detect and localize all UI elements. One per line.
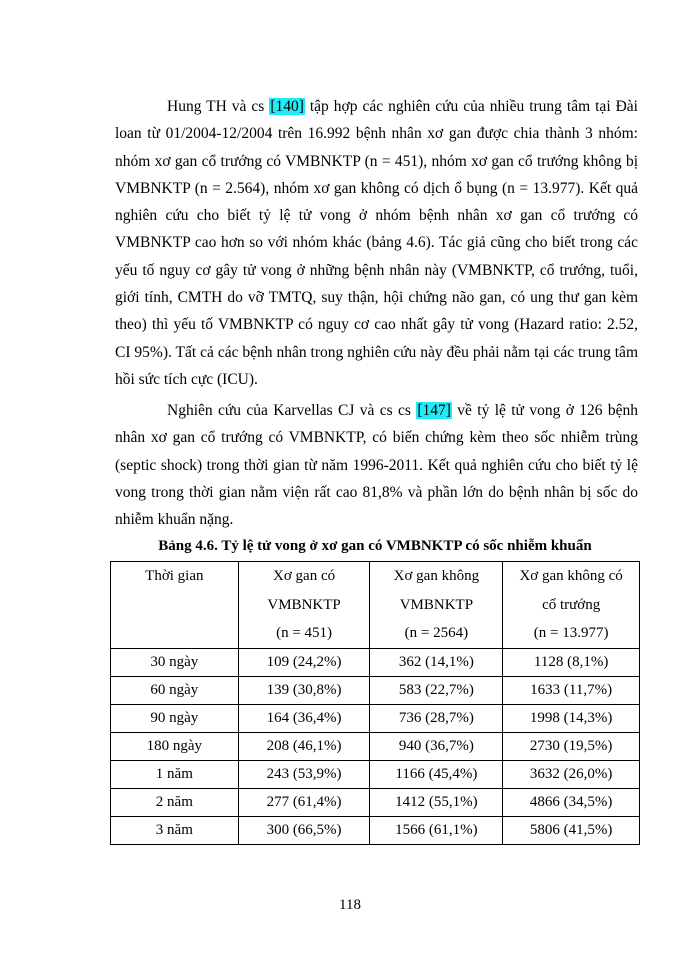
header-time xyxy=(111,562,239,649)
header-line: VMBNKTP xyxy=(399,596,474,613)
table-row xyxy=(111,788,640,816)
paragraph-karvellas xyxy=(115,397,638,533)
table-row xyxy=(111,816,640,844)
cell-value: 300 (66,5%) xyxy=(238,816,370,844)
header-line: cổ trướng xyxy=(542,596,601,613)
header-sbp-group xyxy=(238,562,370,649)
cell-value: 1128 (8,1%) xyxy=(503,648,640,676)
cell-value: 2730 (19,5%) xyxy=(503,732,640,760)
cell-value: 940 (36,7%) xyxy=(370,732,503,760)
mortality-table xyxy=(110,561,640,845)
cell-value: 736 (28,7%) xyxy=(370,704,503,732)
cell-value: 4866 (34,5%) xyxy=(503,788,640,816)
table-row xyxy=(111,648,640,676)
cell-time: 30 ngày xyxy=(111,648,239,676)
header-line: VMBNKTP xyxy=(267,596,341,613)
header-no-sbp-group xyxy=(370,562,503,649)
header-line: (n = 13.977) xyxy=(533,625,609,641)
header-line: Xơ gan có xyxy=(273,568,336,584)
cell-time: 3 năm xyxy=(111,816,239,844)
cell-value: 139 (30,8%) xyxy=(238,676,370,704)
paragraph-karvellas-lead: Nghiên cứu của Karvellas CJ và cs cs xyxy=(167,402,417,419)
cell-value: 1566 (61,1%) xyxy=(370,816,503,844)
cell-value: 164 (36,4%) xyxy=(238,704,370,732)
cell-value: 277 (61,4%) xyxy=(238,788,370,816)
cell-value: 3632 (26,0%) xyxy=(503,760,640,788)
paragraph-hung-body: tập hợp các nghiên cứu của nhiều trung tâm tại Đài loan từ 01/2004-12/2004 trên 16.992 bệnh nhân xơ gan được chia thành 3 nhóm: nhóm xơ gan cổ trướng có VMBNKTP (n = 451), nhóm xơ gan cổ trướng không bị VMBNKTP (n = 2.564), nhóm xơ gan không có dịch ổ bụng (n = 13.977). Kết quả nghiên cứu cho biết tỷ lệ tử vong ở nhóm bệnh nhân xơ gan cổ trướng có VMBNKTP cao hơn so với nhóm khác (bảng 4.6). Tác giả cũng cho biết trong các yếu tố nguy cơ gây tử vong ở những bệnh nhân này (VMBNKTP, cổ trướng, tuổi, giới tính, CMTH do vỡ TMTQ, suy thận, hội chứng não gan, có ung thư gan kèm theo) thì yếu tố VMBNKTP có nguy cơ cao nhất gây tử vong (Hazard ratio: 2.52, CI 95%). Tất cả các bệnh nhân trong nghiên cứu này đều phải nằm tại các trung tâm hồi sức tích cực (ICU). xyxy=(115,98,638,388)
cell-value: 583 (22,7%) xyxy=(370,676,503,704)
header-line: (n = 2564) xyxy=(404,625,469,641)
citation-147[interactable]: [147] xyxy=(417,402,451,419)
table-row xyxy=(111,732,640,760)
table-caption: Bảng 4.6. Tỷ lệ tử vong ở xơ gan có VMBNKTP có sốc nhiễm khuẩn xyxy=(158,538,592,554)
paragraph-hung xyxy=(115,93,638,393)
table-header-row xyxy=(111,562,640,649)
cell-value: 362 (14,1%) xyxy=(370,648,503,676)
cell-value: 1998 (14,3%) xyxy=(503,704,640,732)
citation-140[interactable]: [140] xyxy=(270,98,304,115)
cell-value: 109 (24,2%) xyxy=(238,648,370,676)
cell-time: 90 ngày xyxy=(111,704,239,732)
cell-value: 1166 (45,4%) xyxy=(370,760,503,788)
header-line: Xơ gan không xyxy=(393,568,480,584)
cell-time: 2 năm xyxy=(111,788,239,816)
cell-value: 1633 (11,7%) xyxy=(503,676,640,704)
header-line: (n = 451) xyxy=(276,625,333,641)
table-row xyxy=(111,676,640,704)
header-line: Thời gian xyxy=(145,568,204,584)
table-row xyxy=(111,760,640,788)
cell-value: 208 (46,1%) xyxy=(238,732,370,760)
cell-value: 1412 (55,1%) xyxy=(370,788,503,816)
cell-time: 1 năm xyxy=(111,760,239,788)
header-no-ascites-group xyxy=(503,562,640,649)
header-line: Xơ gan không có xyxy=(519,568,623,584)
cell-time: 60 ngày xyxy=(111,676,239,704)
paragraph-hung-lead: Hung TH và cs xyxy=(167,98,270,115)
page-number: 118 xyxy=(339,897,361,913)
cell-value: 5806 (41,5%) xyxy=(503,816,640,844)
cell-time: 180 ngày xyxy=(111,732,239,760)
cell-value: 243 (53,9%) xyxy=(238,760,370,788)
paragraph-karvellas-body: về tỷ lệ tử vong ở 126 bệnh nhân xơ gan cổ trướng có VMBNKTP, có biến chứng kèm theo sốc nhiễm trùng (septic shock) trong thời gian từ năm 1996-2011. Kết quả nghiên cứu cho biết tỷ lệ vong trong thời gian nằm viện rất cao 81,8% và phần lớn do bệnh nhân bị sốc do nhiễm khuẩn nặng. xyxy=(115,402,638,529)
table-row xyxy=(111,704,640,732)
